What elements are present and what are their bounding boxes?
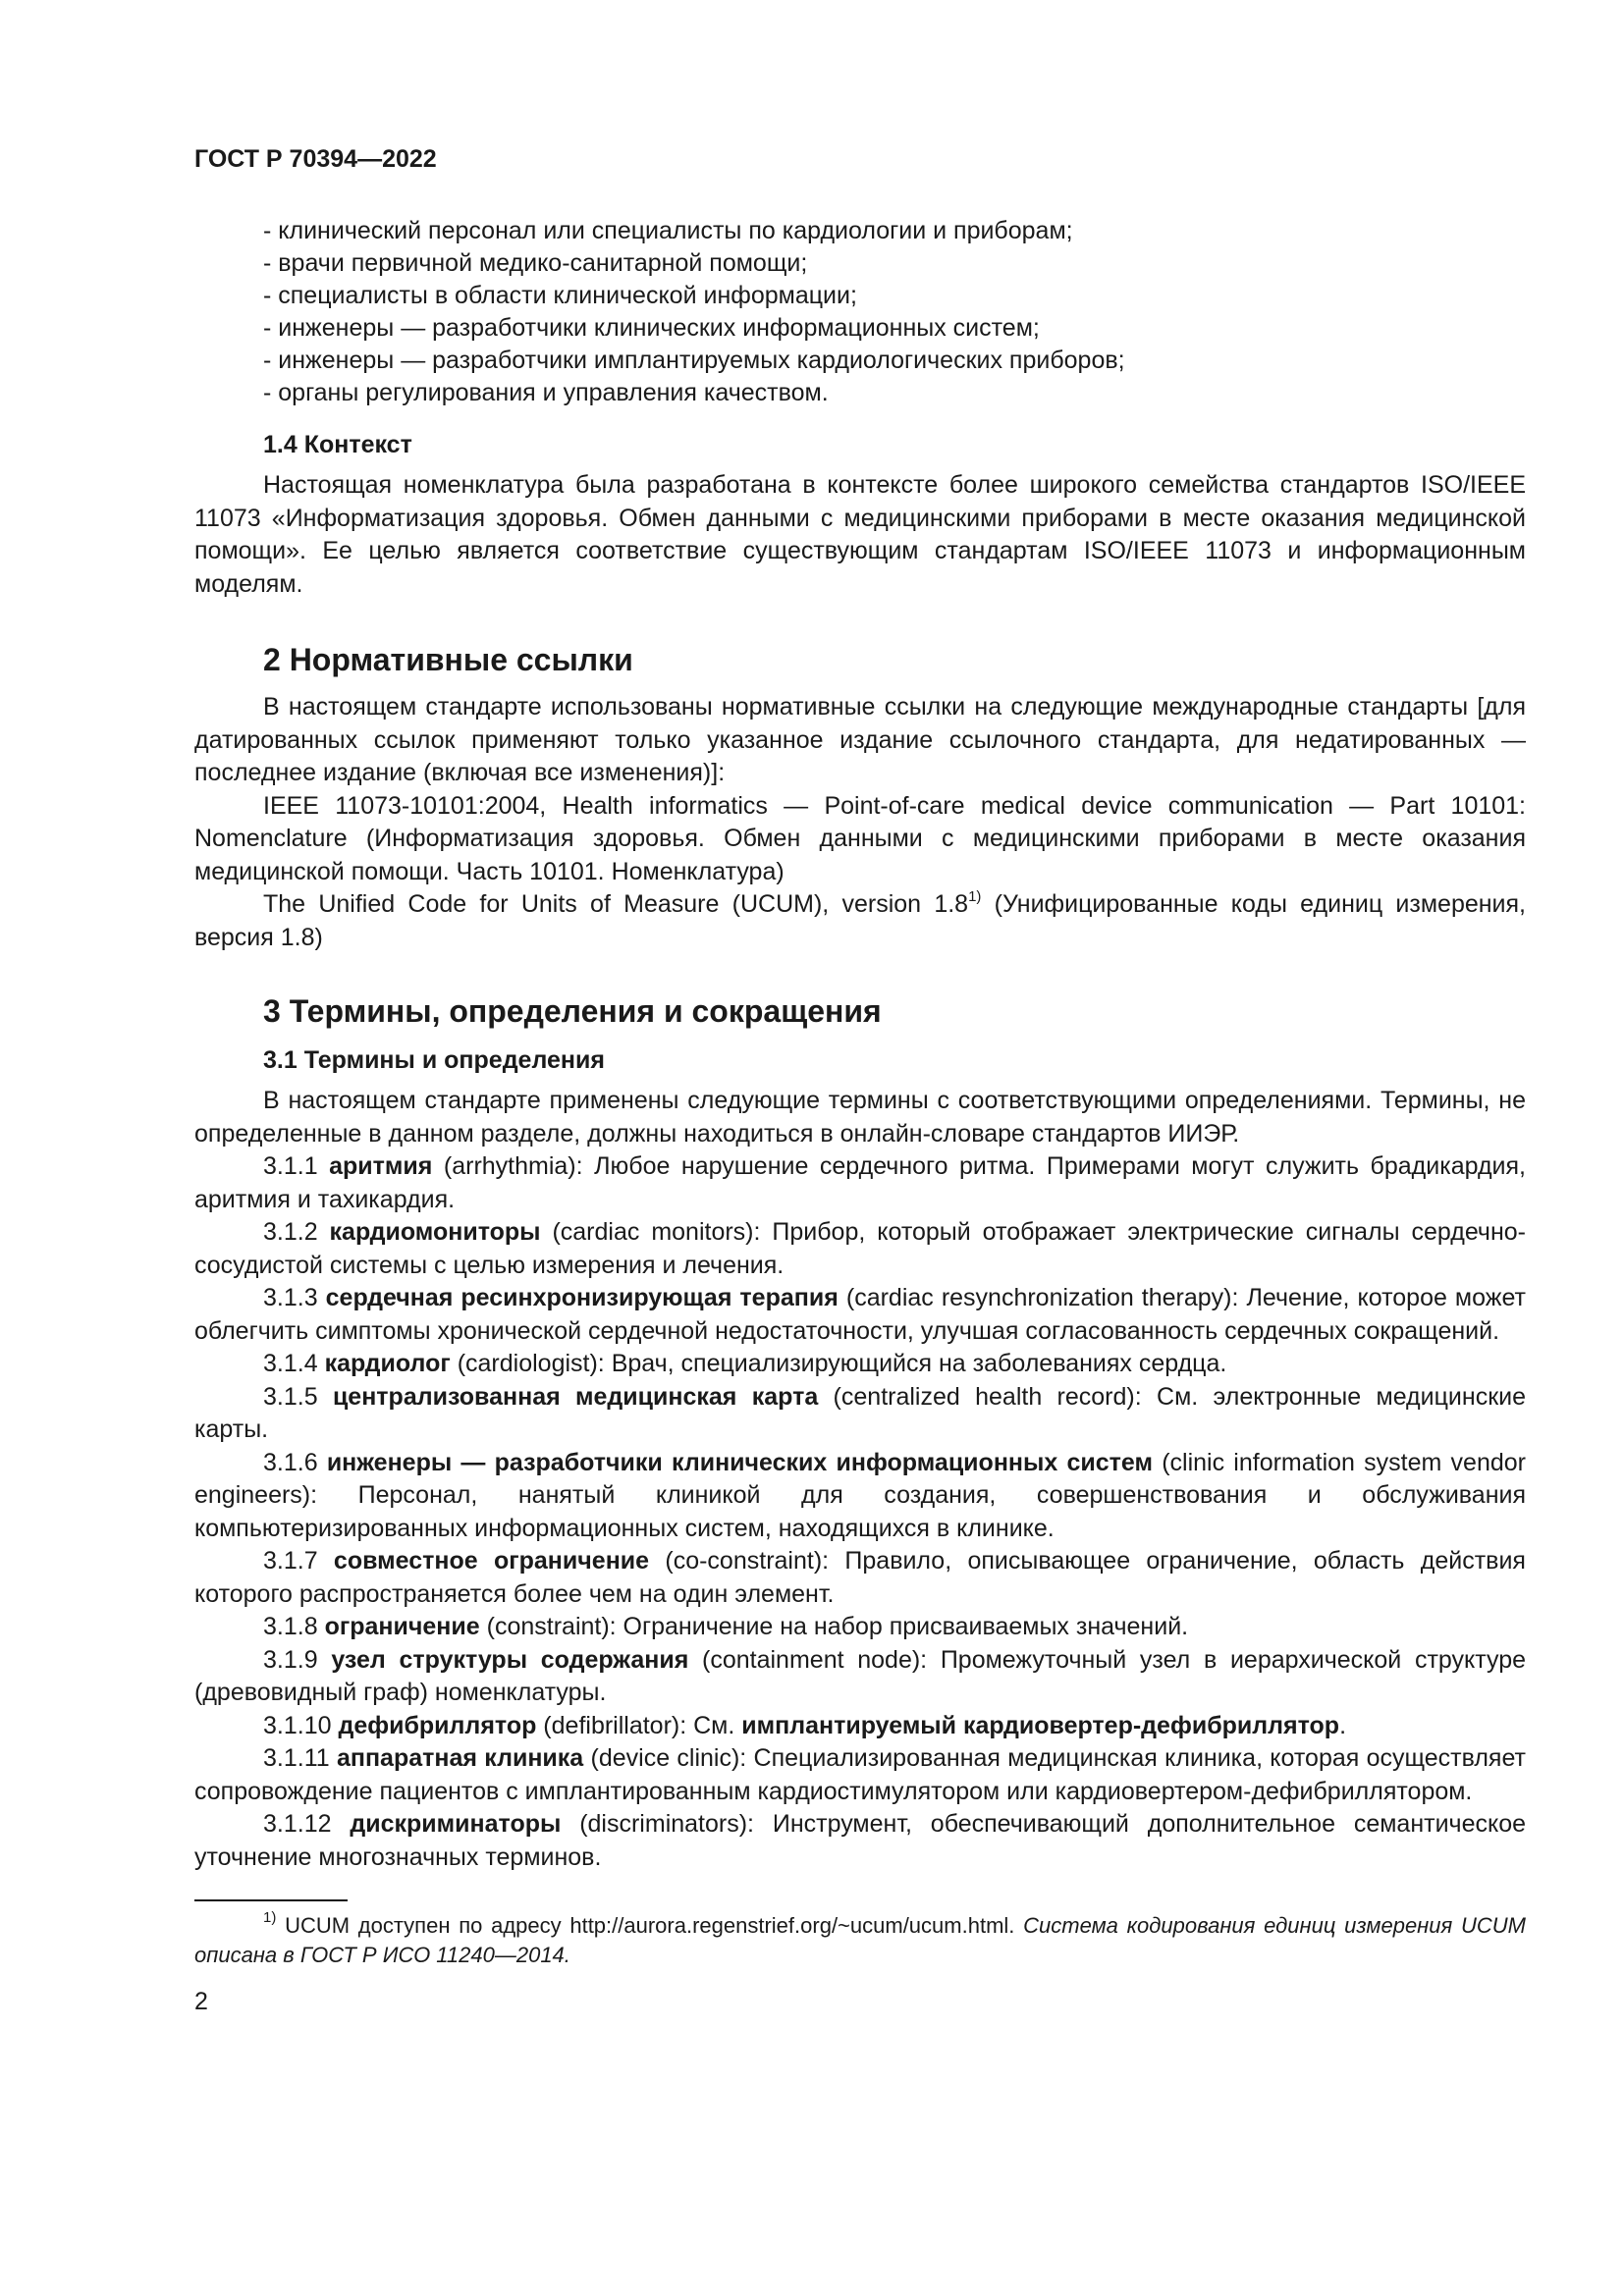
term-definition: (centralized health record): См. электронные медицинские карты. <box>194 1382 1526 1443</box>
term-name: инженеры — разработчики клинических информационных систем <box>326 1448 1153 1476</box>
section-heading-3: 3 Термины, определения и сокращения <box>263 993 882 1029</box>
term-entry <box>194 1348 1526 1381</box>
term-name: узел структуры содержания <box>331 1645 689 1674</box>
footnote-marker: 1) <box>968 888 982 905</box>
term-definition: (co-constraint): Правило, описывающее ограничение, область действия которого распространяется более чем на один элемент. <box>194 1547 1526 1608</box>
paragraph-ref-ieee: IEEE 11073-10101:2004, Health informatics — Point-of-care medical device communication — Part 10101: Nomenclature (Информатизация здоровья. Обмен данными с медицинскими приборами в месте оказания медицинской помощи. Часть 10101. Номенклатура) <box>194 791 1526 885</box>
audience-list <box>263 215 1526 409</box>
ref-ucum-translation: (Унифицированные коды единиц измерения, версия 1.8) <box>194 890 1527 951</box>
term-entry <box>194 1710 1526 1743</box>
subsection-heading-1-4: 1.4 Контекст <box>263 431 412 458</box>
paragraph-terms-intro: В настоящем стандарте применены следующие термины с соответствующими определениями. Термины, не определенные в данном разделе, должны находиться в онлайн-словаре стандартов ИИЭР. <box>194 1087 1526 1148</box>
term-name: централизованная медицинская карта <box>332 1382 819 1411</box>
term-entry <box>194 1545 1526 1611</box>
footnote-italic-text: Система кодирования единиц измерения UCUM описана в ГОСТ Р ИСО 11240—2014. <box>194 1913 1526 1967</box>
document-page <box>194 145 1526 2016</box>
term-definition: (discriminators): Инструмент, обеспечивающий дополнительное семантическое уточнение многозначных терминов. <box>194 1810 1526 1871</box>
term-entry <box>194 1150 1526 1216</box>
footnote-text: UCUM доступен по адресу http://aurora.regenstrief.org/~ucum/ucum.html. <box>276 1913 1024 1938</box>
list-item: - инженеры — разработчики имплантируемых кардиологических приборов; <box>263 347 1125 374</box>
footnote-divider <box>194 1899 348 1901</box>
term-number: 3.1.4 <box>263 1350 325 1377</box>
term-entry <box>194 1447 1526 1546</box>
page-number: 2 <box>194 1988 208 2015</box>
section-heading-2: 2 Нормативные ссылки <box>263 642 633 677</box>
term-name: дискриминаторы <box>350 1810 562 1838</box>
term-definition: (arrhythmia): Любое нарушение сердечного ритма. Примерами могут служить брадикардия, аритмия и тахикардия. <box>194 1152 1526 1213</box>
term-entry <box>194 1282 1526 1348</box>
term-name: совместное ограничение <box>333 1547 650 1575</box>
term-number: 3.1.9 <box>263 1645 332 1674</box>
footnote-mark: 1) <box>263 1909 277 1926</box>
term-entry <box>194 1216 1526 1282</box>
ref-ucum-text: The Unified Code for Units of Measure (UCUM), version 1.8 <box>263 890 969 918</box>
term-name: аритмия <box>329 1152 433 1180</box>
term-entry <box>194 1644 1526 1710</box>
document-id: ГОСТ Р 70394—2022 <box>194 145 437 173</box>
term-definition: (defibrillator): См. <box>536 1711 742 1739</box>
term-definition: (cardiologist): Врач, специализирующийся на заболеваниях сердца. <box>450 1350 1227 1377</box>
list-item: - специалисты в области клинической информации; <box>263 282 857 309</box>
term-entry <box>194 1611 1526 1644</box>
subsection-heading-3-1: 3.1 Термины и определения <box>263 1046 605 1074</box>
term-cross-reference: имплантируемый кардиовертер-дефибриллятор <box>741 1711 1340 1739</box>
term-name: дефибриллятор <box>338 1711 537 1739</box>
list-item: - инженеры — разработчики клинических информационных систем; <box>263 314 1040 342</box>
list-item: - органы регулирования и управления качеством. <box>263 379 829 406</box>
term-number: 3.1.7 <box>263 1547 334 1575</box>
list-item: - клинический персонал или специалисты по кардиологии и приборам; <box>263 217 1073 244</box>
term-entry <box>194 1742 1526 1808</box>
term-tail: . <box>1339 1711 1347 1739</box>
term-number: 3.1.3 <box>263 1284 326 1311</box>
term-definition: (cardiac resynchronization therapy): Лечение, которое может облегчить симптомы хронической сердечной недостаточности, улучшая согласованность сердечных сокращений. <box>194 1284 1526 1345</box>
term-entry <box>194 1381 1526 1447</box>
term-definition: (clinic information system vendor engineers): Персонал, нанятый клиникой для создания, совершенствования и обслуживания компьютеризированных информационных систем, находящихся в клинике. <box>194 1448 1526 1542</box>
term-entry <box>194 1808 1526 1874</box>
term-name: кардиолог <box>324 1350 451 1377</box>
term-name: сердечная ресинхронизирующая терапия <box>325 1284 839 1311</box>
term-number: 3.1.5 <box>263 1382 333 1411</box>
paragraph-ref-ucum <box>194 888 1526 954</box>
term-definition: (constraint): Ограничение на набор присваиваемых значений. <box>479 1613 1189 1640</box>
term-name: аппаратная клиника <box>336 1744 584 1772</box>
term-name: кардиомониторы <box>329 1218 541 1246</box>
paragraph-normative-intro: В настоящем стандарте использованы нормативные ссылки на следующие международные стандарты [для датированных ссылок применяют только указанное издание ссылочного стандарта, для недатированных — последнее издание (включая все изменения)]: <box>194 693 1526 786</box>
term-name: ограничение <box>324 1613 480 1640</box>
term-number: 3.1.12 <box>263 1810 351 1838</box>
term-number: 3.1.2 <box>263 1218 330 1246</box>
term-definition: (cardiac monitors): Прибор, который отображает электрические сигналы сердечно-сосудистой системы с целью измерения и лечения. <box>194 1218 1526 1279</box>
term-number: 3.1.10 <box>263 1711 339 1739</box>
footnote <box>194 1911 1526 1970</box>
term-number: 3.1.11 <box>263 1744 337 1772</box>
term-definition: (device clinic): Специализированная медицинская клиника, которая осуществляет сопровождение пациентов с имплантированным кардиостимулятором или кардиовертером-дефибриллятором. <box>194 1744 1526 1805</box>
list-item: - врачи первичной медико-санитарной помощи; <box>263 249 808 277</box>
term-number: 3.1.6 <box>263 1448 327 1476</box>
term-number: 3.1.8 <box>263 1613 325 1640</box>
term-definition: (containment node): Промежуточный узел в иерархической структуре (древовидный граф) номенклатуры. <box>194 1645 1526 1706</box>
paragraph-context: Настоящая номенклатура была разработана в контексте более широкого семейства стандартов ISO/IEEE 11073 «Информатизация здоровья. Обмен данными с медицинскими приборами в месте оказания медицинской помощи». Ее целью является соответствие существующим стандартам ISO/IEEE 11073 и информационным моделям. <box>194 471 1526 598</box>
term-number: 3.1.1 <box>263 1152 330 1180</box>
